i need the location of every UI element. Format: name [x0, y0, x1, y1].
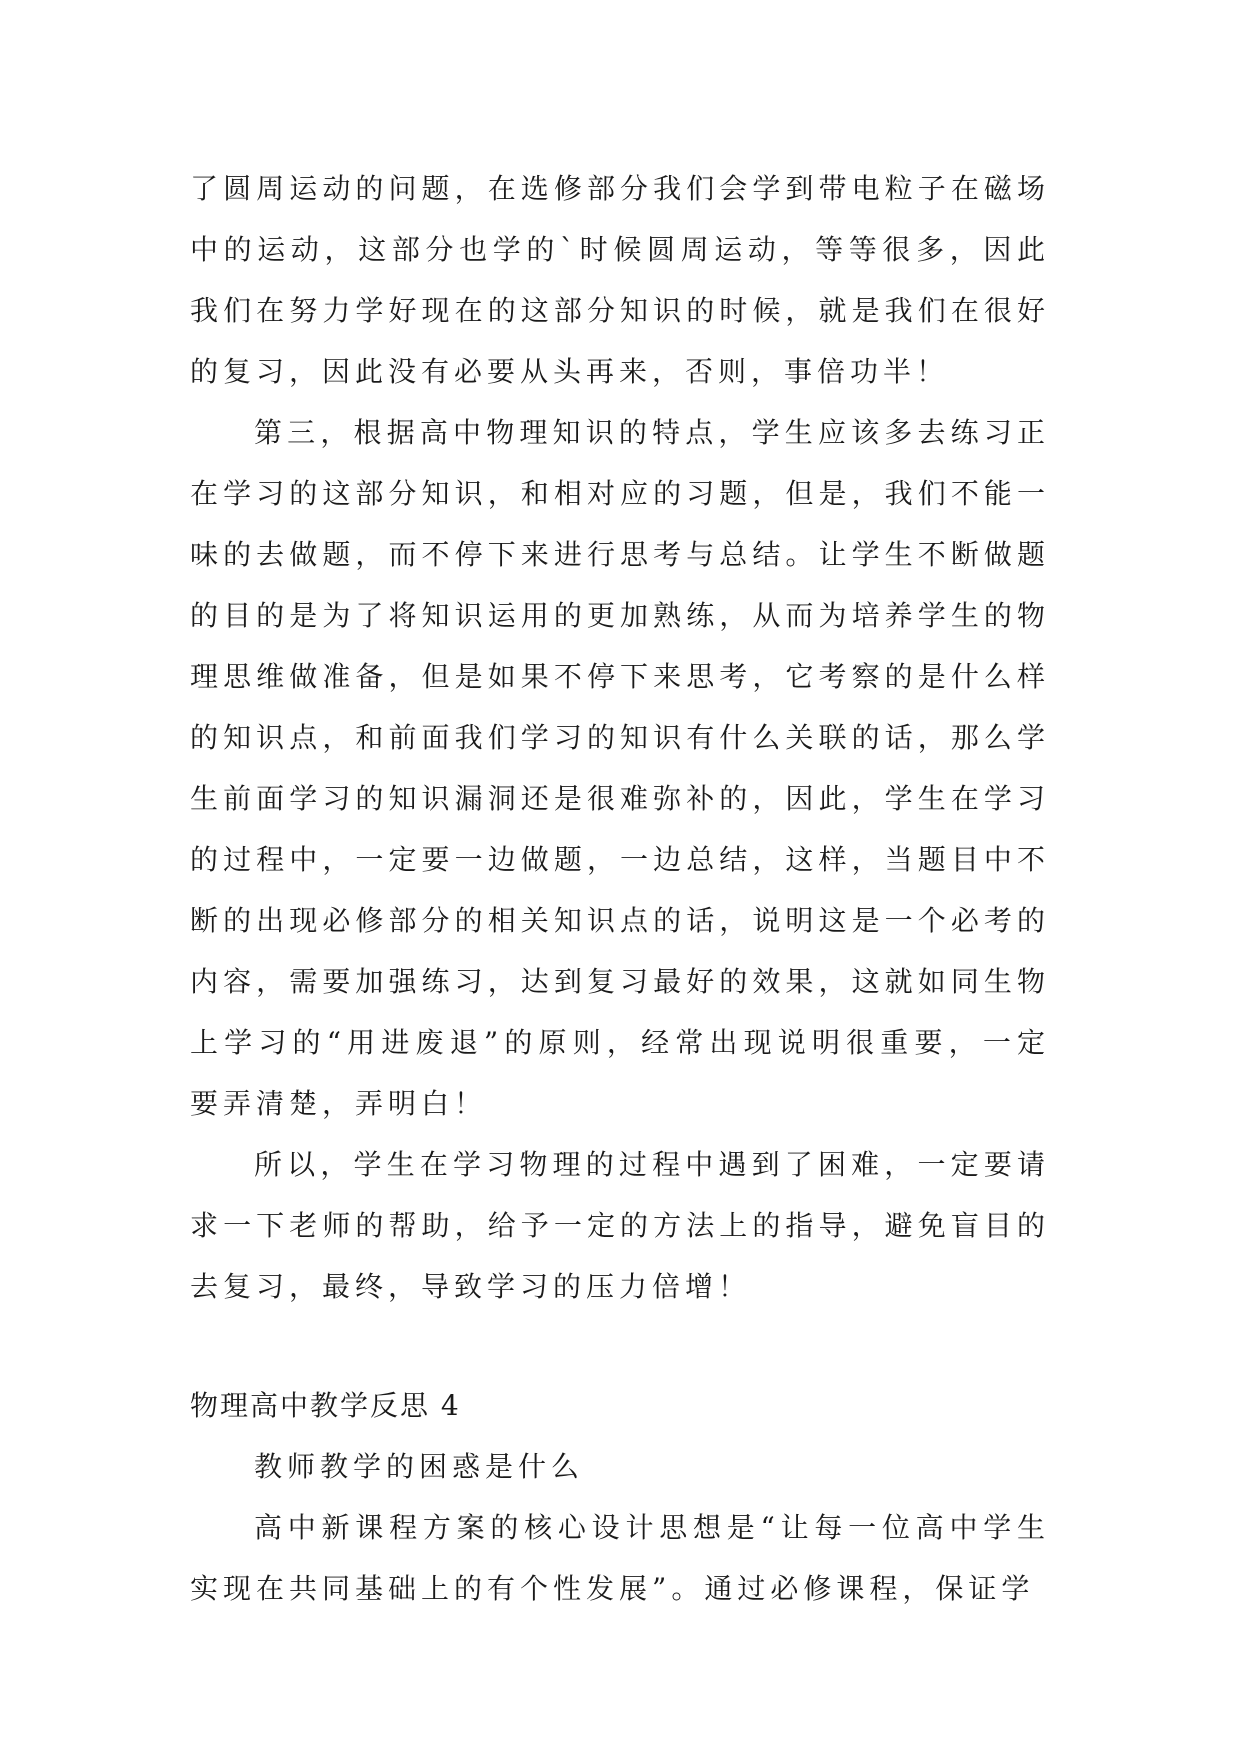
paragraph-third-point: 第三，根据高中物理知识的特点，学生应该多去练习正在学习的这部分知识，和相对应的习题，但是，我们不能一味的去做题，而不停下来进行思考与总结。让学生不断做题的目的是为了将知识运用的更加熟练，从而为培养学生的物理思维做准备，但是如果不停下来思考，它考察的是什么样的知识点，和前面我们学习的知识有什么关联的话，那么学生前面学习的知识漏洞还是很难弥补的，因此，学生在学习的过程中，一定要一边做题，一边总结，这样，当题目中不断的出现必修部分的相关知识点的话，说明这是一个必考的内容，需要加强练习，达到复习最好的效果，这就如同生物上学习的“用进废退”的原则，经常出现说明很重要，一定要弄清楚，弄明白！	[190, 416, 1050, 1120]
document-page	[190, 158, 1050, 1619]
paragraph-new-curriculum: 高中新课程方案的核心设计思想是“让每一位高中学生实现在共同基础上的有个性发展”。通过必修课程，保证学	[190, 1511, 1050, 1605]
paragraph-circular-motion: 了圆周运动的问题，在选修部分我们会学到带电粒子在磁场中的运动，这部分也学的`时候圆周运动，等等很多，因此我们在努力学好现在的这部分知识的时候，就是我们在很好的复习，因此没有必要从头再来，否则，事倍功半！	[190, 172, 1050, 388]
section-heading: 物理高中教学反思 4	[190, 1389, 461, 1422]
section-subheading: 教师教学的困惑是什么	[254, 1450, 585, 1483]
paragraph-conclusion: 所以，学生在学习物理的过程中遇到了困难，一定要请求一下老师的帮助，给予一定的方法上的指导，避免盲目的去复习，最终，导致学习的压力倍增！	[190, 1148, 1050, 1303]
